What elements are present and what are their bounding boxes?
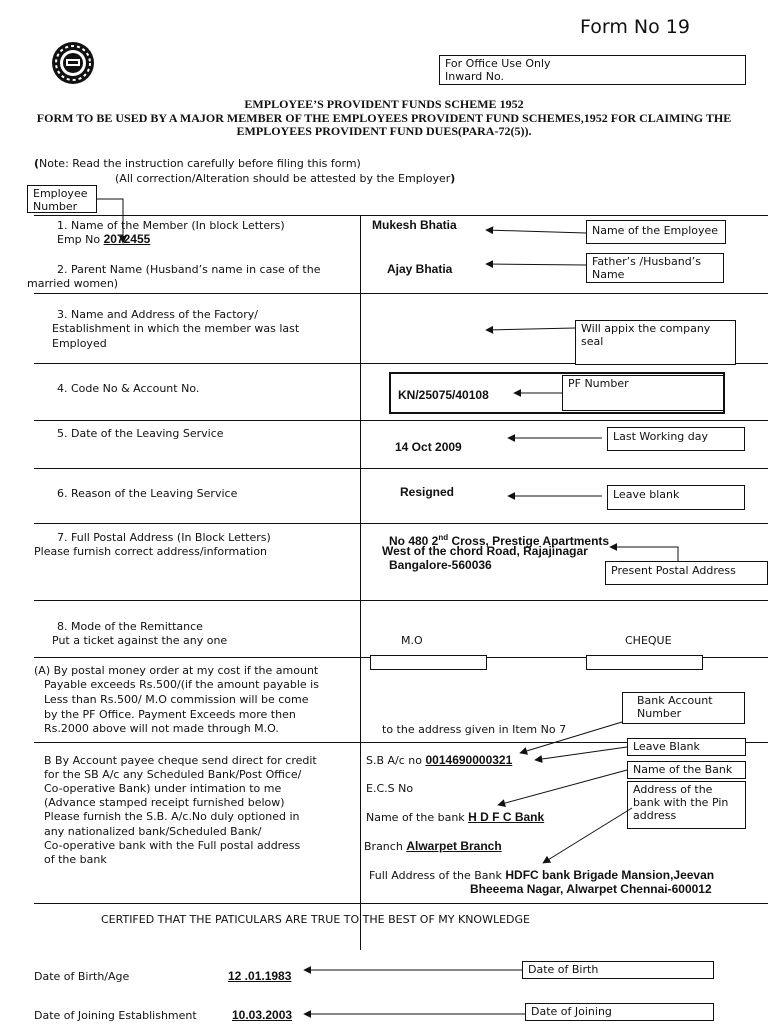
item8-label-1: 8. Mode of the Remittance [57,620,203,633]
note-fathers-name-2: Name [592,268,625,281]
note-last-working-day: Last Working day [607,427,745,451]
note-line1: (Note: Read the instruction carefully before filing this form) [34,157,361,170]
section-b-line-2: for the SB A/c any Scheduled Bank/Post Office/ [44,768,302,781]
member-name-value: Mukesh Bhatia [372,218,457,232]
dob-value: 12 .01.1983 [228,969,292,983]
section-b-line-3: Co-operative Bank) under intimation to me [44,782,282,795]
section-b-line-1: B By Account payee cheque send direct for credit [44,754,317,767]
item6-label: 6. Reason of the Leaving Service [57,487,238,500]
item7-label-1: 7. Full Postal Address (In Block Letters) [57,531,271,544]
office-use-label: For Office Use Only [445,57,551,70]
arrow-company-seal [486,328,575,330]
item3-label-1: 3. Name and Address of the Factory/ [57,308,258,321]
leaving-reason-value: Resigned [400,485,455,499]
note-bank-address-2: bank with the Pin [633,796,729,809]
note-line2: (All correction/Alteration should be attested by the Employer) [115,172,456,185]
section-b-line-6: any nationalized bank/Scheduled Bank/ [44,825,262,838]
scheme-title: EMPLOYEE’S PROVIDENT FUNDS SCHEME 1952 [244,97,524,111]
item5-label: 5. Date of the Leaving Service [57,427,224,440]
pf-number-value: KN/25075/40108 [398,388,489,402]
section-b-line-4: (Advance stamped receipt furnished below) [44,796,285,809]
arrow-ecs [535,747,627,760]
ecs-label: E.C.S No [366,782,414,795]
employee-number-label-1: Employee [33,187,88,200]
parent-name-value: Ajay Bhatia [387,262,453,276]
doj-value: 10.03.2003 [232,1008,293,1022]
note-leave-blank: Leave blank [607,485,745,510]
form-purpose-line1: FORM TO BE USED BY A MAJOR MEMBER OF THE EMPLOYEES PROVIDENT FUND SCHEMES,1952 FOR CLAIMING THE [36,111,732,125]
branch: Branch Alwarpet Branch [364,839,502,853]
item3-label-2: Establishment in which the member was last [52,322,300,335]
sb-account: S.B A/c no 0014690000321 [366,753,513,767]
address-line-1: No 480 2nd Cross, Prestige Apartments [389,533,610,548]
form-number: Form No 19 [580,16,690,38]
address-line-2: West of the chord Road, Rajajinagar [382,544,588,558]
section-b-line-8: of the bank [44,853,107,866]
bank-name: Name of the bank H D F C Bank [366,810,545,824]
arrow-employee-number [97,199,123,243]
section-a-line-1: (A) By postal money order at my cost if the amount [34,664,319,677]
arrow-bank-name [498,770,627,805]
note-company-seal-2: seal [581,335,604,348]
section-a-line-4: by the PF Office. Payment Exceeds more then [44,708,296,721]
form-purpose-line2: EMPLOYEES PROVIDENT FUND DUES(PARA-72(5)). [236,124,532,138]
bank-name-value: H D F C Bank [468,810,545,824]
arrow-member-name [486,230,586,233]
note-bank-name: Name of the Bank [627,761,746,779]
note-date-of-joining: Date of Joining [525,1003,714,1021]
certification-text: CERTIFED THAT THE PATICULARS ARE TRUE TO THE BEST OF MY KNOWLEDGE [101,913,530,926]
section-a-line-5: Rs.2000 above will not made through M.O. [44,722,279,735]
sb-account-value: 0014690000321 [425,753,513,767]
doj-label: Date of Joining Establishment [34,1009,197,1022]
mo-label: M.O [401,634,423,647]
inward-no-label: Inward No. [445,70,505,83]
emp-no-value: 2072455 [103,232,151,246]
item1-label: 1. Name of the Member (In block Letters) [57,219,285,232]
leaving-date-value: 14 Oct 2009 [395,440,462,454]
item4-label: 4. Code No & Account No. [57,382,200,395]
item8-label-2: Put a ticket against the any one [52,634,228,647]
section-b-line-7: Co-operative bank with the Full postal address [44,839,301,852]
note-leave-blank-ecs: Leave Blank [627,738,746,756]
arrow-parent-name [486,264,586,265]
arrow-postal-address [610,547,678,561]
note-bank-address-1: Address of the [633,783,713,796]
note-bank-account-1: Bank Account [637,694,713,707]
item7-label-2: Please furnish correct address/information [34,545,268,558]
note-fathers-name-1: Father’s /Husband’s [592,255,701,268]
arrow-bank-address [543,808,632,863]
item3-label-3: Employed [52,337,107,350]
note-bank-account-2: Number [637,707,682,720]
section-b-line-5: Please furnish the S.B. A/c.No duly optioned in [44,810,300,823]
bank-full-address: Full Address of the Bank HDFC bank Brigade Mansion,Jeevan [369,868,715,882]
cheque-label: CHEQUE [625,634,672,647]
dob-label: Date of Birth/Age [34,970,130,983]
bank-address-value-2: Bheeema Nagar, Alwarpet Chennai-600012 [470,882,712,896]
note-pf-number: PF Number [562,375,724,411]
address-reference: to the address given in Item No 7 [382,723,567,736]
employee-number-label-2: Number [33,200,78,213]
note-company-seal-1: Will appix the company [581,322,711,335]
note-date-of-birth: Date of Birth [522,961,714,979]
address-line-3: Bangalore-560036 [389,558,492,572]
bank-address-value-1: HDFC bank Brigade Mansion,Jeevan [505,868,715,882]
note-name-of-employee: Name of the Employee [586,220,726,244]
note-bank-address-3: address [633,809,677,822]
section-a-line-2: Payable exceeds Rs.500/(if the amount payable is [44,678,319,691]
note-present-address: Present Postal Address [605,561,768,585]
item2-label-2: married women) [27,277,119,290]
arrow-bank-account [520,722,622,753]
emp-no: Emp No 2072455 [57,232,151,246]
item2-label-1: 2. Parent Name (Husband’s name in case of the [57,263,321,276]
branch-value: Alwarpet Branch [406,839,502,853]
section-a-line-3: Less than Rs.500/ M.O commission will be come [44,693,309,706]
